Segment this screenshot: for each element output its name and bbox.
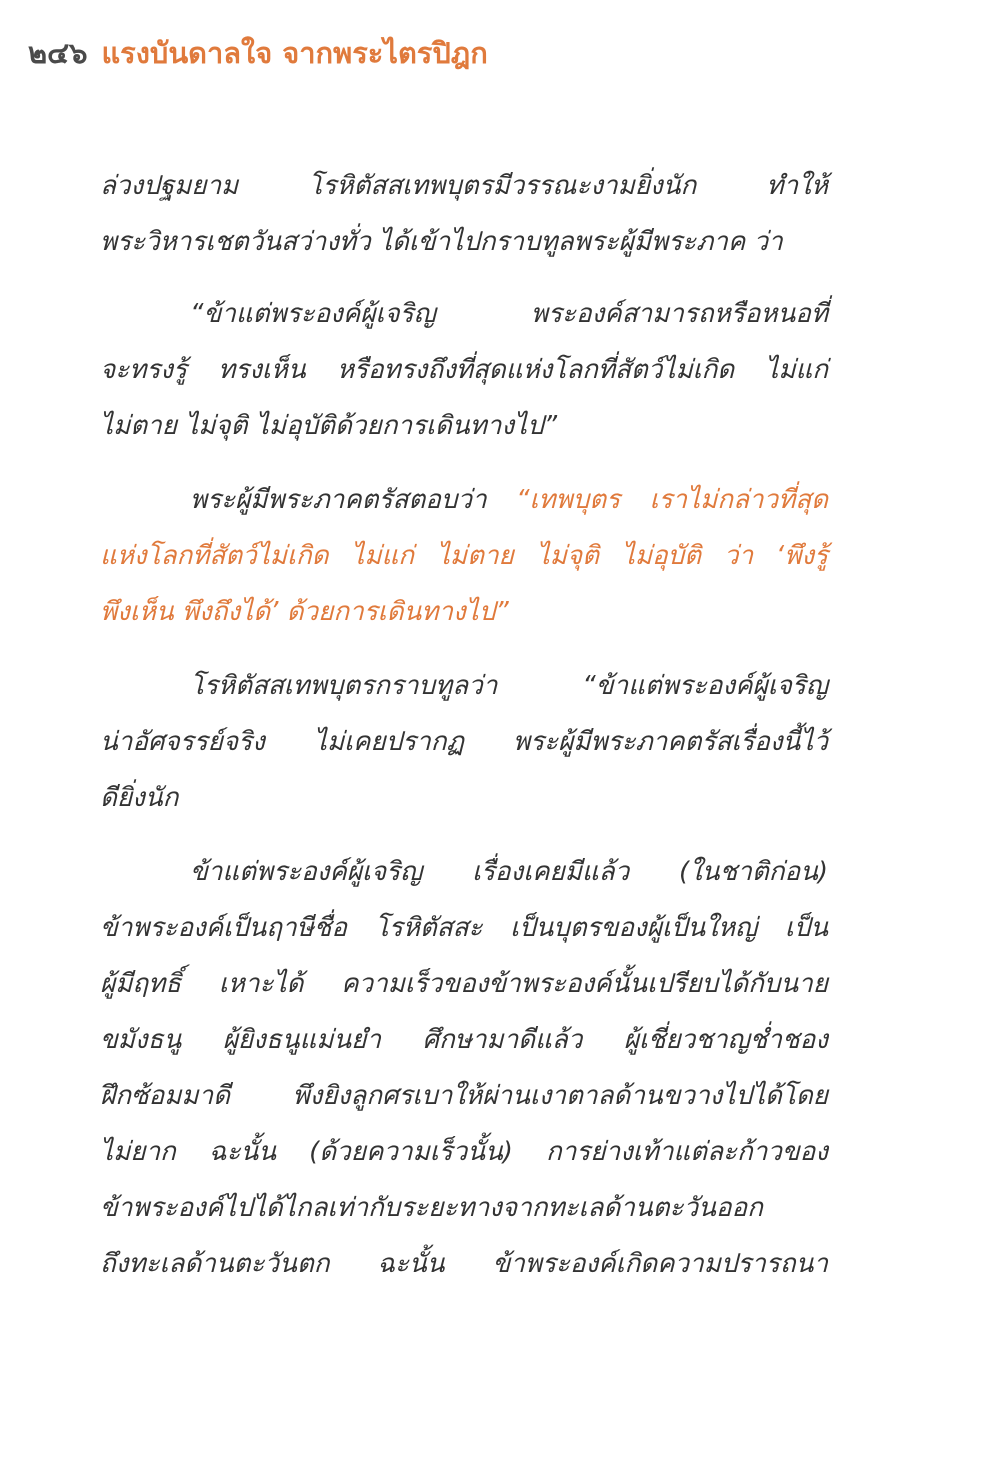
paragraph-3 (100, 472, 828, 640)
paragraph-3-line-1-quote: “เทพบุตร เราไม่กล่าวที่สุด (516, 485, 829, 515)
paragraph-3-line-1-narration: พระผู้มีพระภาคตรัสตอบว่า (190, 485, 517, 515)
paragraph-5-line-7: ข้าพระองค์ไปได้ไกลเท่ากับระยะทางจากทะเลด้านตะวันออก (100, 1193, 763, 1223)
paragraph-4-line-2: น่าอัศจรรย์จริง ไม่เคยปรากฏ พระผู้มีพระภาคตรัสเรื่องนี้ไว้ (100, 727, 828, 757)
body-text (100, 158, 828, 1310)
page-header (28, 28, 488, 78)
paragraph-5 (100, 844, 828, 1292)
paragraph-4 (100, 658, 828, 826)
paragraph-5-line-1: ข้าแต่พระองค์ผู้เจริญ เรื่องเคยมีแล้ว (ในชาติก่อน) (190, 857, 828, 887)
paragraph-2-line-1: “ข้าแต่พระองค์ผู้เจริญ พระองค์สามารถหรือหนอที่ (190, 299, 828, 329)
paragraph-5-line-2: ข้าพระองค์เป็นฤาษีชื่อ โรหิตัสสะ เป็นบุตรของผู้เป็นใหญ่ เป็น (100, 913, 828, 943)
paragraph-1-line-1: ล่วงปฐมยาม โรหิตัสสเทพบุตรมีวรรณะงามยิ่งนัก ทำให้ (100, 171, 828, 201)
page-number: ๒๔๖ (28, 36, 88, 70)
paragraph-5-line-8: ถึงทะเลด้านตะวันตก ฉะนั้น ข้าพระองค์เกิดความปรารถนา (100, 1249, 828, 1279)
paragraph-3-line-2-quote: แห่งโลกที่สัตว์ไม่เกิด ไม่แก่ ไม่ตาย ไม่จุติ ไม่อุบัติ ว่า ‘พึงรู้ (100, 541, 828, 571)
paragraph-5-line-5: ฝึกซ้อมมาดี พึงยิงลูกศรเบาให้ผ่านเงาตาลด้านขวางไปได้โดย (100, 1081, 828, 1111)
paragraph-2-line-3: ไม่ตาย ไม่จุติ ไม่อุบัติด้วยการเดินทางไป” (100, 411, 558, 441)
paragraph-2 (100, 286, 828, 454)
paragraph-3-line-1 (100, 472, 828, 528)
paragraph-4-line-1: โรหิตัสสเทพบุตรกราบทูลว่า “ข้าแต่พระองค์ผู้เจริญ (190, 671, 828, 701)
paragraph-1 (100, 158, 828, 270)
paragraph-1-line-2: พระวิหารเชตวันสว่างทั่ว ได้เข้าไปกราบทูลพระผู้มีพระภาค ว่า (100, 227, 783, 257)
paragraph-3-line-3-quote: พึงเห็น พึงถึงได้’ ด้วยการเดินทางไป” (100, 597, 509, 627)
paragraph-4-line-3: ดียิ่งนัก (100, 783, 179, 813)
paragraph-2-line-2: จะทรงรู้ ทรงเห็น หรือทรงถึงที่สุดแห่งโลกที่สัตว์ไม่เกิด ไม่แก่ (100, 355, 828, 385)
paragraph-5-line-6: ไม่ยาก ฉะนั้น (ด้วยความเร็วนั้น) การย่างเท้าแต่ละก้าวของ (100, 1137, 828, 1167)
paragraph-5-line-4: ขมังธนู ผู้ยิงธนูแม่นยำ ศึกษามาดีแล้ว ผู้เชี่ยวชาญช่ำชอง (100, 1025, 828, 1055)
paragraph-5-line-3: ผู้มีฤทธิ์ เหาะได้ ความเร็วของข้าพระองค์นั้นเปรียบได้กับนาย (100, 969, 828, 999)
running-title: แรงบันดาลใจ จากพระไตรปิฎก (101, 36, 488, 70)
